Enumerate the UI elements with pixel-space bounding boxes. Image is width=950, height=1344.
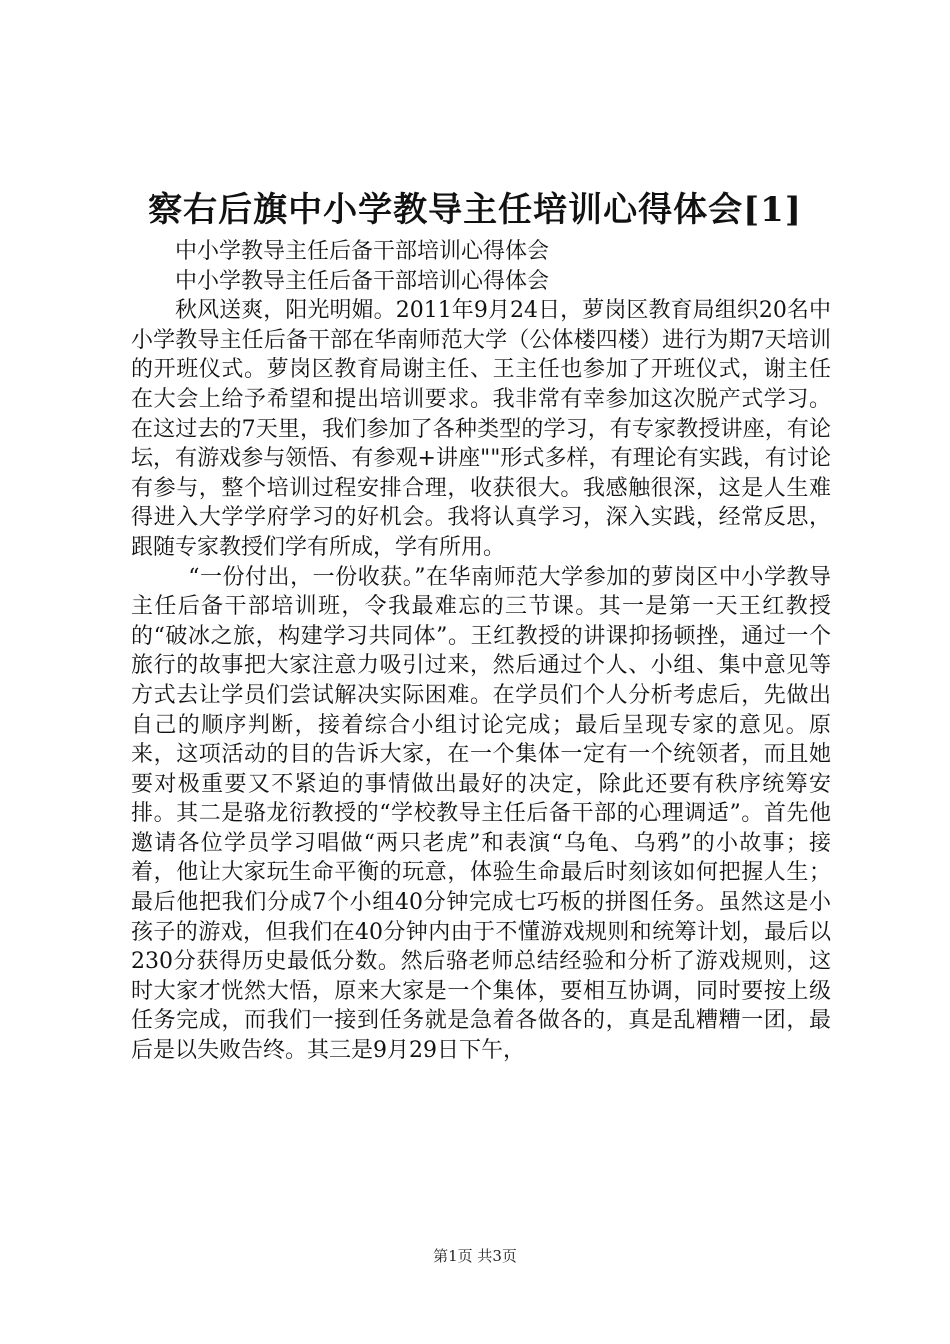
document-body — [131, 237, 831, 1066]
paragraph-1: 秋风送爽，阳光明媚。2011年9月24日，萝岗区教育局组织20名中小学教导主任后备干部在华南师范大学（公体楼四楼）进行为期7天培训的开班仪式。萝岗区教育局谢主任、王主任也参加了开班仪式，谢主任在大会上给予希望和提出培训要求。我非常有幸参加这次脱产式学习。在这过去的7天里，我们参加了各种类型的学习，有专家教授讲座，有论坛，有游戏参与领悟、有参观+讲座""形式多样，有理论有实践，有讨论有参与，整个培训过程安排合理，收获很大。我感触很深，这是人生难得进入大学学府学习的好机会。我将认真学习，深入实践，经常反思，跟随专家教授们学有所成，学有所用。 — [131, 298, 831, 560]
subtitle-line-2: 中小学教导主任后备干部培训心得体会 — [175, 268, 550, 294]
page-footer: 第1页 共3页 — [433, 1247, 517, 1265]
subtitle-line-1: 中小学教导主任后备干部培训心得体会 — [175, 239, 550, 264]
document-title: 察右后旗中小学教导主任培训心得体会[1] — [148, 190, 802, 230]
paragraph-2: “一份付出，一份收获。”在华南师范大学参加的萝岗区中小学教导主任后备干部培训班，令我最难忘的三节课。其一是第一天王红教授的“破冰之旅，构建学习共同体”。王红教授的讲课抑扬顿挫，通过一个旅行的故事把大家注意力吸引过来，然后通过个人、小组、集中意见等方式去让学员们尝试解决实际困难。在学员们个人分析考虑后，先做出自己的顺序判断，接着综合小组讨论完成；最后呈现专家的意见。原来，这项活动的目的告诉大家，在一个集体一定有一个统领者，而且她要对极重要又不紧迫的事情做出最好的决定，除此还要有秩序统筹安排。其二是骆龙衍教授的“学校教导主任后备干部的心理调适”。首先他邀请各位学员学习唱做“两只老虎”和表演“乌龟、乌鸦”的小故事；接着，他让大家玩生命平衡的玩意，体验生命最后时刻该如何把握人生；最后他把我们分成7个小组40分钟完成七巧板的拼图任务。虽然这是小孩子的游戏，但我们在40分钟内由于不懂游戏规则和统筹计划，最后以230分获得历史最低分数。然后骆老师总结经验和分析了游戏规则，这时大家才恍然大悟，原来大家是一个集体，要相互协调，同时要按上级任务完成，而我们一接到任务就是急着各做各的，真是乱糟糟一团，最后是以失败告终。其三是9月29日下午， — [131, 564, 831, 1064]
